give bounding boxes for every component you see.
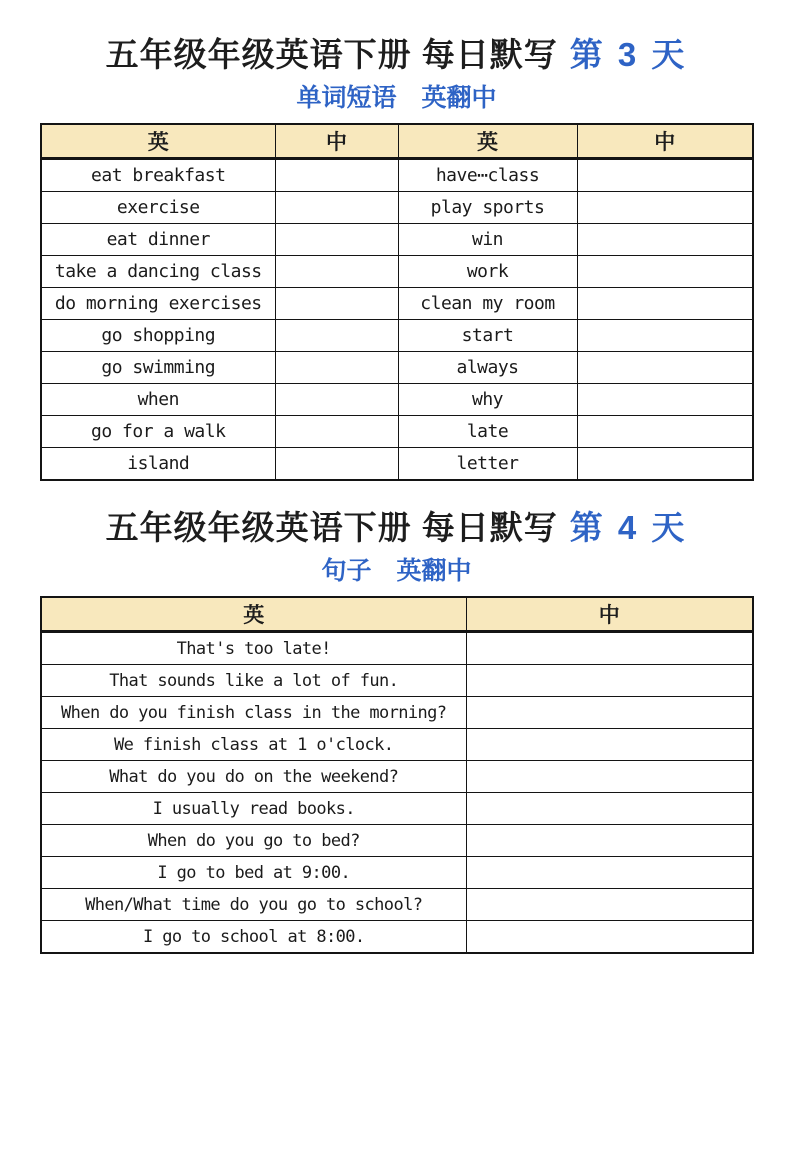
chinese-answer-cell (577, 448, 753, 481)
chinese-answer-cell (577, 159, 753, 192)
sentence-table-head (41, 597, 753, 632)
english-phrase-cell: late (398, 416, 577, 448)
english-sentence-cell: When/What time do you go to school? (41, 889, 466, 921)
vocab-row (41, 288, 753, 320)
english-phrase-cell: go for a walk (41, 416, 275, 448)
chinese-answer-cell (275, 320, 398, 352)
chinese-answer-cell (577, 288, 753, 320)
day4-section (0, 507, 793, 954)
english-sentence-cell: I go to school at 8:00. (41, 921, 466, 954)
vocab-row (41, 224, 753, 256)
worksheet-title-day3 (0, 34, 793, 75)
english-sentence-cell: What do you do on the weekend? (41, 761, 466, 793)
worksheet-title-day4 (0, 507, 793, 548)
chinese-answer-cell (577, 352, 753, 384)
chinese-answer-cell (466, 697, 753, 729)
english-sentence-cell: I go to bed at 9:00. (41, 857, 466, 889)
chinese-answer-cell (577, 256, 753, 288)
vocab-row (41, 192, 753, 224)
worksheet-title-text: 五年级年级英语下册 每日默写 (105, 36, 558, 73)
vocab-table (40, 123, 754, 481)
sentence-row (41, 825, 753, 857)
chinese-answer-cell (577, 416, 753, 448)
english-phrase-cell: have⋯class (398, 159, 577, 192)
chinese-answer-cell (577, 192, 753, 224)
chinese-answer-cell (275, 224, 398, 256)
chinese-answer-cell (275, 416, 398, 448)
english-phrase-cell: take a dancing class (41, 256, 275, 288)
chinese-answer-cell (275, 352, 398, 384)
column-header: 英 (41, 124, 275, 159)
sentence-row (41, 857, 753, 889)
chinese-answer-cell (466, 761, 753, 793)
worksheet-page (0, 34, 793, 1156)
english-phrase-cell: go shopping (41, 320, 275, 352)
column-header: 英 (41, 597, 466, 632)
sentence-row (41, 889, 753, 921)
vocab-header-row (41, 124, 753, 159)
chinese-answer-cell (577, 384, 753, 416)
vocab-row (41, 352, 753, 384)
chinese-answer-cell (466, 729, 753, 761)
sentence-row (41, 665, 753, 697)
sentence-table (40, 596, 754, 954)
chinese-answer-cell (275, 256, 398, 288)
worksheet-title-day-number: 第 4 天 (569, 509, 688, 546)
chinese-answer-cell (275, 159, 398, 192)
english-sentence-cell: That sounds like a lot of fun. (41, 665, 466, 697)
english-phrase-cell: go swimming (41, 352, 275, 384)
sentence-row (41, 761, 753, 793)
worksheet-title-text: 五年级年级英语下册 每日默写 (105, 509, 558, 546)
chinese-answer-cell (466, 889, 753, 921)
chinese-answer-cell (577, 224, 753, 256)
worksheet-title-day-number: 第 3 天 (569, 36, 688, 73)
sentence-row (41, 793, 753, 825)
worksheet-subtitle-day3: 单词短语 英翻中 (296, 85, 497, 113)
column-header: 中 (275, 124, 398, 159)
english-phrase-cell: do morning exercises (41, 288, 275, 320)
chinese-answer-cell (466, 921, 753, 954)
chinese-answer-cell (466, 857, 753, 889)
column-header: 英 (398, 124, 577, 159)
sentence-table-body (41, 632, 753, 954)
vocab-table-body (41, 159, 753, 481)
column-header: 中 (577, 124, 753, 159)
column-header: 中 (466, 597, 753, 632)
english-phrase-cell: eat dinner (41, 224, 275, 256)
vocab-row (41, 320, 753, 352)
day3-section (0, 34, 793, 481)
chinese-answer-cell (466, 793, 753, 825)
english-phrase-cell: clean my room (398, 288, 577, 320)
vocab-row (41, 384, 753, 416)
english-sentence-cell: When do you finish class in the morning? (41, 697, 466, 729)
chinese-answer-cell (466, 665, 753, 697)
chinese-answer-cell (466, 632, 753, 665)
vocab-row (41, 256, 753, 288)
worksheet-subtitle-day4: 句子 英翻中 (321, 558, 472, 586)
chinese-answer-cell (275, 448, 398, 481)
vocab-row (41, 159, 753, 192)
english-phrase-cell: letter (398, 448, 577, 481)
english-phrase-cell: when (41, 384, 275, 416)
sentence-row (41, 697, 753, 729)
english-sentence-cell: When do you go to bed? (41, 825, 466, 857)
chinese-answer-cell (275, 288, 398, 320)
english-phrase-cell: play sports (398, 192, 577, 224)
sentence-row (41, 921, 753, 954)
english-sentence-cell: We finish class at 1 o'clock. (41, 729, 466, 761)
english-sentence-cell: That's too late! (41, 632, 466, 665)
chinese-answer-cell (275, 192, 398, 224)
english-phrase-cell: win (398, 224, 577, 256)
chinese-answer-cell (577, 320, 753, 352)
english-phrase-cell: always (398, 352, 577, 384)
chinese-answer-cell (275, 384, 398, 416)
english-phrase-cell: exercise (41, 192, 275, 224)
english-phrase-cell: why (398, 384, 577, 416)
vocab-row (41, 416, 753, 448)
english-phrase-cell: work (398, 256, 577, 288)
sentence-row (41, 729, 753, 761)
english-phrase-cell: eat breakfast (41, 159, 275, 192)
vocab-row (41, 448, 753, 481)
sentence-header-row (41, 597, 753, 632)
english-sentence-cell: I usually read books. (41, 793, 466, 825)
english-phrase-cell: island (41, 448, 275, 481)
vocab-table-head (41, 124, 753, 159)
english-phrase-cell: start (398, 320, 577, 352)
sentence-row (41, 632, 753, 665)
chinese-answer-cell (466, 825, 753, 857)
